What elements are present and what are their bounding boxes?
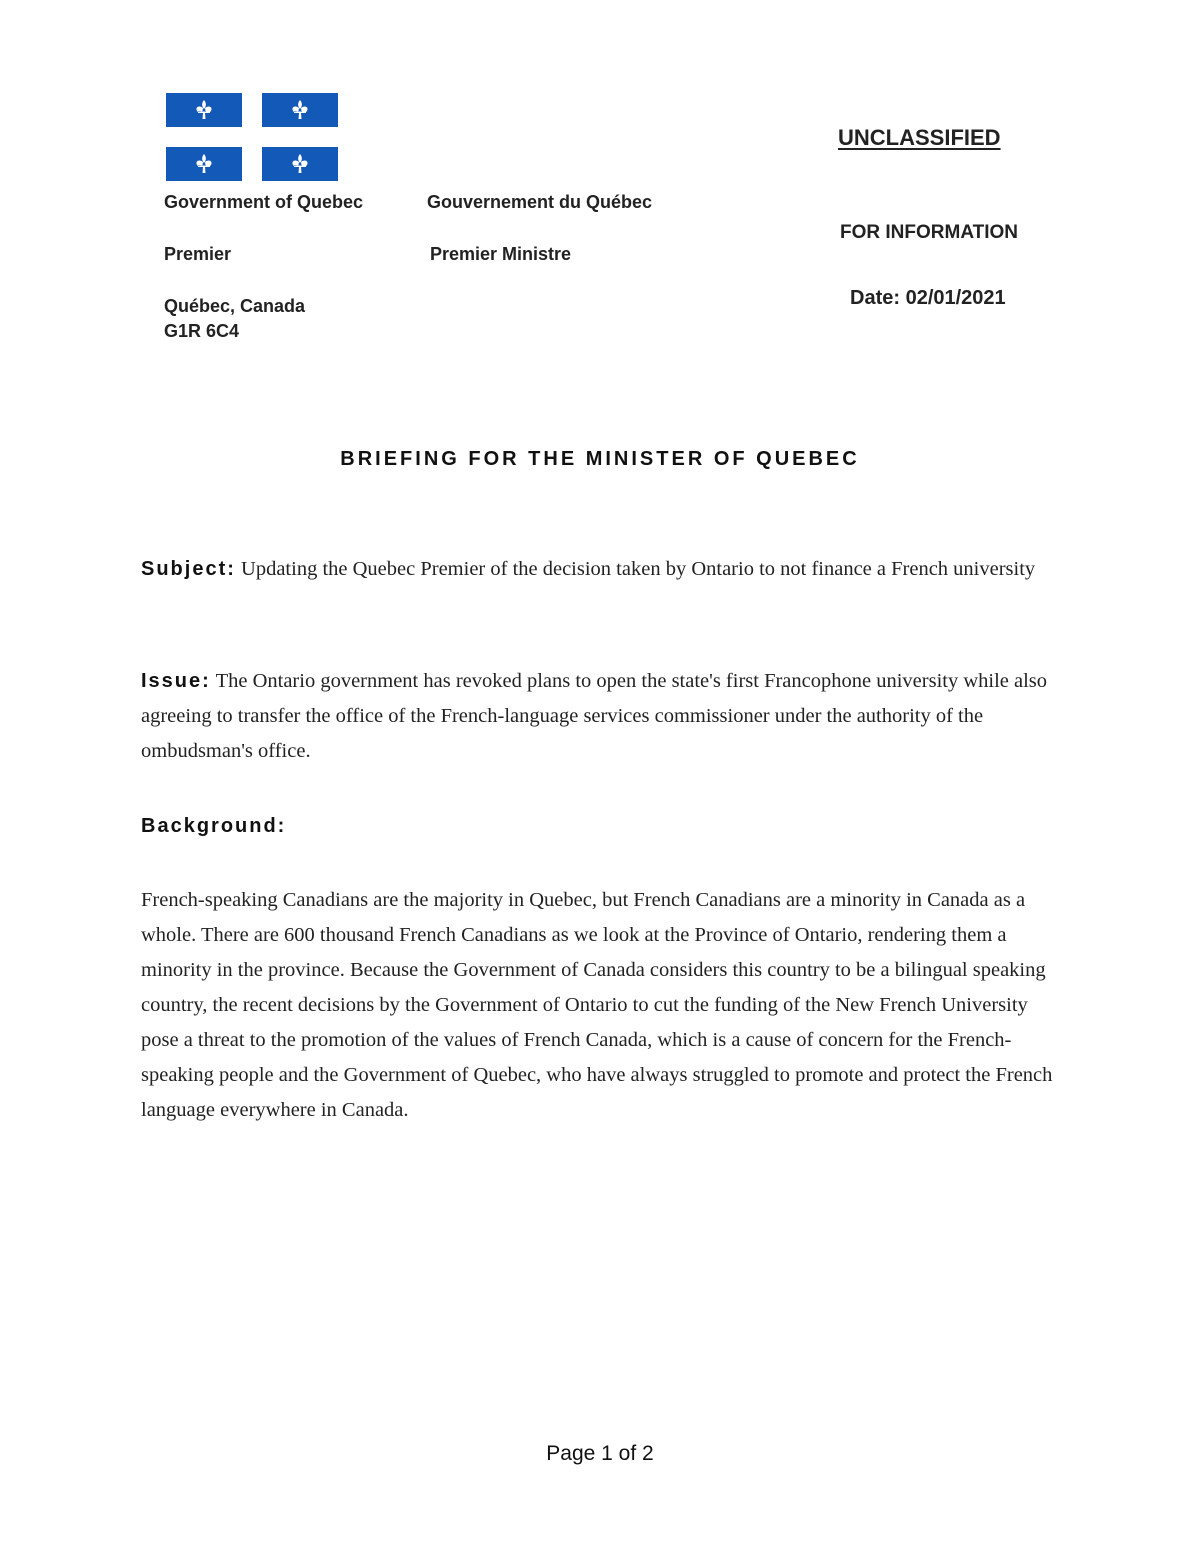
background-text: French-speaking Canadians are the majority in Quebec, but French Canadians are a minority in Canada as a whole. There are 600 thousand French Canadians as we look at the Province of Ontario, rendering them a minority in the province. Because the Government of Canada considers this country to be a bilingual speaking country, the recent decisions by the Government of Ontario to cut the funding of the New French University pose a threat to the promotion of the values of French Canada, which is a cause of concern for the French-speaking people and the Government of Quebec, who have always struggled to promote and protect the French language everywhere in Canada. — [141, 889, 1053, 1121]
issue-section — [141, 664, 1061, 769]
issue-text: The Ontario government has revoked plans to open the state's first Francophone university while also agreeing to transfer the office of the French-language services commissioner under the authority of the ombudsman's office. — [141, 670, 1048, 762]
fleur-de-lis-icon — [262, 147, 338, 181]
address-city: Québec, Canada — [164, 296, 306, 316]
org-name-english: Government of Quebec — [164, 192, 364, 212]
issue-label: Issue: — [141, 670, 211, 692]
document-date: Date: 02/01/2021 — [850, 287, 1006, 309]
fleur-de-lis-icon — [166, 93, 242, 127]
purpose-label: FOR INFORMATION — [840, 222, 1019, 243]
fleur-de-lis-icon — [166, 147, 242, 181]
address-postal-code: G1R 6C4 — [164, 321, 240, 341]
page-number: Page 1 of 2 — [546, 1442, 654, 1465]
fleur-de-lis-icon — [262, 93, 338, 127]
role-french: Premier Ministre — [430, 244, 572, 264]
subject-section — [141, 552, 1061, 587]
subject-text: Updating the Quebec Premier of the decision taken by Ontario to not finance a French university — [241, 558, 1036, 580]
document-title: BRIEFING FOR THE MINISTER OF QUEBEC — [340, 448, 860, 470]
org-name-french: Gouvernement du Québec — [427, 192, 653, 212]
subject-label: Subject: — [141, 558, 236, 580]
role-english: Premier — [164, 244, 232, 264]
quebec-flag-logo — [165, 92, 340, 182]
classification-label: UNCLASSIFIED — [838, 125, 1001, 150]
background-heading: Background: — [141, 815, 287, 837]
